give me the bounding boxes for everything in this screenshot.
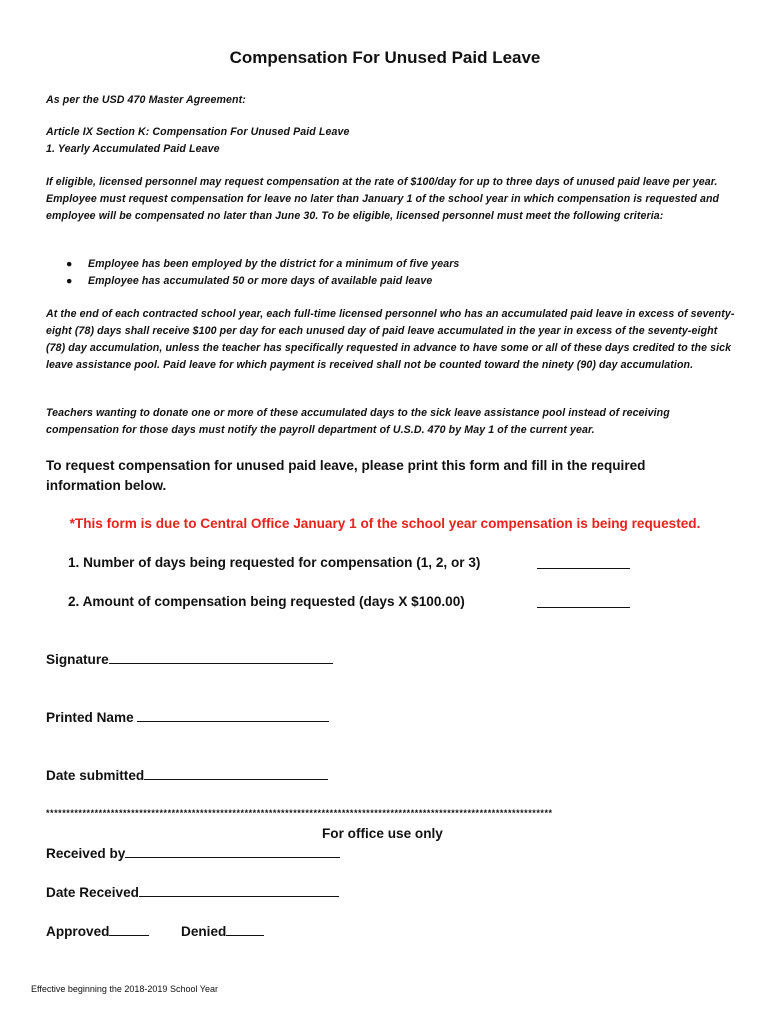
date-submitted-label: Date submitted bbox=[46, 768, 145, 783]
request-instructions: To request compensation for unused paid leave, please print this form and fill in the required information below. bbox=[46, 458, 646, 493]
due-notice: *This form is due to Central Office January 1 of the school year compensation is being requested. bbox=[69, 516, 701, 531]
bullet-icon: ● bbox=[66, 275, 73, 287]
date-received-field[interactable] bbox=[139, 883, 339, 897]
article-heading: Article IX Section K: Compensation For Unused Paid Leave bbox=[46, 126, 350, 138]
amount-requested-label: 2. Amount of compensation being requested (days X $100.00) bbox=[68, 594, 465, 609]
received-by-label: Received by bbox=[46, 846, 126, 861]
eligibility-paragraph: If eligible, licensed personnel may request compensation at the rate of $100/day for up to three days of unused paid leave per year. Employee must request compensation for leave no later than January 1 of the school year in which compensation is requested and employee will be compensated no later than June 30. To be eligible, licensed personnel must meet the following criteria: bbox=[46, 176, 720, 222]
printed-name-field[interactable] bbox=[137, 708, 329, 722]
approved-row bbox=[46, 922, 149, 942]
received-by-row bbox=[46, 844, 340, 864]
amount-requested-field[interactable] bbox=[537, 594, 630, 608]
denied-field[interactable] bbox=[226, 922, 264, 936]
criteria-bullet bbox=[66, 256, 459, 273]
date-submitted-row bbox=[46, 766, 328, 786]
date-submitted-field[interactable] bbox=[144, 766, 328, 780]
criteria-text: Employee has accumulated 50 or more days of available paid leave bbox=[88, 275, 433, 287]
page-title: Compensation For Unused Paid Leave bbox=[229, 48, 541, 67]
approved-field[interactable] bbox=[109, 922, 149, 936]
printed-name-row bbox=[46, 708, 329, 728]
signature-row bbox=[46, 650, 333, 670]
approved-label: Approved bbox=[46, 924, 110, 939]
bullet-icon: ● bbox=[66, 258, 73, 270]
separator-stars: ***************************************************************************************************************************** bbox=[46, 808, 553, 818]
article-subheading: 1. Yearly Accumulated Paid Leave bbox=[46, 143, 220, 155]
criteria-bullet bbox=[66, 273, 432, 290]
accumulation-paragraph: At the end of each contracted school year, each full-time licensed personnel who has an accumulated paid leave in excess of seventy-eight (78) days shall receive $100 per day for each unused day of paid leave accumulated in the year in excess of the seventy-eight (78) day accumulation, unless the teacher has specifically requested in advance to have some or all of these days credited to the sick leave assistance pool. Paid leave for which payment is received shall not be counted toward the ninety (90) day accumulation. bbox=[46, 308, 735, 371]
days-requested-label: 1. Number of days being requested for compensation (1, 2, or 3) bbox=[68, 555, 481, 570]
intro-text: As per the USD 470 Master Agreement: bbox=[46, 94, 246, 106]
printed-name-label: Printed Name bbox=[46, 710, 138, 725]
footer-effective-date: Effective beginning the 2018-2019 School Year bbox=[31, 984, 218, 994]
signature-label: Signature bbox=[46, 652, 109, 667]
criteria-text: Employee has been employed by the district for a minimum of five years bbox=[88, 258, 460, 270]
date-received-row bbox=[46, 883, 339, 903]
office-use-heading: For office use only bbox=[322, 826, 443, 841]
date-received-label: Date Received bbox=[46, 885, 139, 900]
days-requested-field[interactable] bbox=[537, 555, 630, 569]
donation-paragraph: Teachers wanting to donate one or more of these accumulated days to the sick leave assistance pool instead of receiving compensation for those days must notify the payroll department of U.S.D. 470 by May 1 of the current year. bbox=[46, 407, 670, 436]
denied-label: Denied bbox=[181, 924, 227, 939]
received-by-field[interactable] bbox=[125, 844, 340, 858]
signature-field[interactable] bbox=[109, 650, 333, 664]
denied-row bbox=[181, 922, 264, 942]
